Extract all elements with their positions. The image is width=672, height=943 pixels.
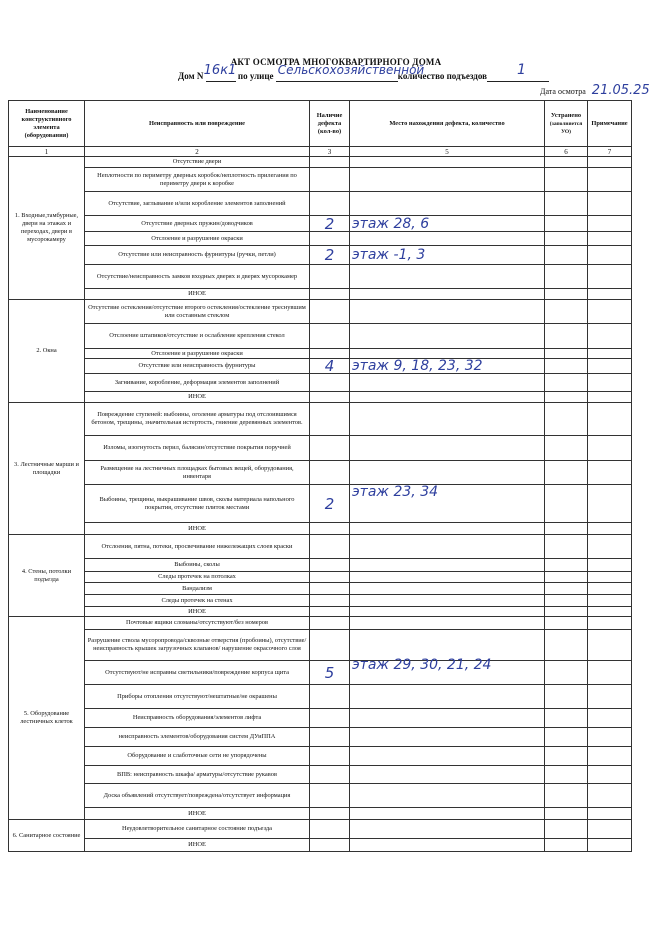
entrances-label: количество подъездов: [397, 71, 487, 81]
fixed-cell[interactable]: [545, 216, 588, 232]
defect-text: неисправность элементов/оборудования систем ДУиППА: [85, 728, 310, 747]
qty-cell[interactable]: [310, 349, 350, 359]
location-cell[interactable]: [350, 157, 545, 168]
table-row[interactable]: [9, 630, 632, 661]
qty-cell[interactable]: [310, 572, 350, 583]
location-cell[interactable]: [350, 403, 545, 436]
table-row[interactable]: [9, 289, 632, 300]
note-cell[interactable]: [588, 820, 632, 839]
note-cell[interactable]: [588, 607, 632, 617]
col-num-2: 2: [85, 147, 310, 157]
defect-text: Доска объявлений отсутствует/повреждена/отсутствует информация: [85, 784, 310, 808]
note-cell[interactable]: [588, 300, 632, 324]
location-cell[interactable]: [350, 192, 545, 216]
fixed-cell[interactable]: [545, 374, 588, 392]
note-cell[interactable]: [588, 157, 632, 168]
col-num-3: 3: [310, 147, 350, 157]
col-defect-header: Неисправность или повреждение: [85, 101, 310, 147]
defect-text: Разрушение ствола мусоропровода/сквозные отверстия (пробоины), отсутствие/неисправность крышек загрузочных клапанов/ нарушение окрасочного слоя: [85, 630, 310, 661]
street-field[interactable]: [276, 63, 425, 82]
document-title: АКТ ОСМОТРА МНОГОКВАРТИРНОГО ДОМА: [230, 57, 442, 67]
table-row[interactable]: [9, 583, 632, 595]
table-row[interactable]: [9, 157, 632, 168]
note-cell[interactable]: [588, 559, 632, 572]
col-location-header: Место нахождения дефекта, количество: [350, 101, 545, 147]
defect-text: Размещение на лестничных площадках бытовых вещей, оборудования, инвентаря: [85, 461, 310, 485]
defect-text: Отсутствие двери: [85, 157, 310, 168]
table-row[interactable]: [9, 839, 632, 852]
defect-text: Неплотности по периметру дверных коробок/неплотность прилегания по периметру двери к коробке: [85, 168, 310, 192]
location-cell[interactable]: этаж 28, 6: [350, 216, 545, 232]
note-cell[interactable]: [588, 839, 632, 852]
note-cell[interactable]: [588, 728, 632, 747]
qty-cell[interactable]: [310, 461, 350, 485]
note-cell[interactable]: [588, 535, 632, 559]
table-row[interactable]: [9, 808, 632, 820]
fixed-cell[interactable]: [545, 617, 588, 630]
defect-text: Выбоины, трещины, выкрашивание швов, сколы материала напольного покрытия, отсутствие плиток местами: [85, 485, 310, 523]
location-cell[interactable]: [350, 709, 545, 728]
location-cell[interactable]: [350, 766, 545, 784]
table-row[interactable]: [9, 349, 632, 359]
fixed-cell[interactable]: [545, 246, 588, 265]
fixed-cell[interactable]: [545, 583, 588, 595]
house-number-field[interactable]: [203, 63, 237, 82]
fixed-cell[interactable]: [545, 685, 588, 709]
location-cell[interactable]: [350, 808, 545, 820]
fixed-cell[interactable]: [545, 747, 588, 766]
defect-text: Неудовлетворительное санитарное состояние подъезда: [85, 820, 310, 839]
location-cell[interactable]: этаж 23, 34: [350, 485, 545, 523]
qty-cell[interactable]: [310, 607, 350, 617]
location-cell[interactable]: [350, 595, 545, 607]
qty-cell[interactable]: [310, 324, 350, 349]
note-cell[interactable]: [588, 766, 632, 784]
defect-text: Следы протечек на потолках: [85, 572, 310, 583]
note-cell[interactable]: [588, 436, 632, 461]
table-row[interactable]: [9, 661, 632, 685]
location-cell[interactable]: [350, 168, 545, 192]
note-cell[interactable]: [588, 747, 632, 766]
fixed-cell[interactable]: [545, 168, 588, 192]
note-cell[interactable]: [588, 808, 632, 820]
fixed-cell[interactable]: [545, 403, 588, 436]
table-row[interactable]: [9, 265, 632, 289]
location-cell[interactable]: этаж 29, 30, 21, 24: [350, 661, 545, 685]
qty-cell[interactable]: [310, 403, 350, 436]
qty-cell[interactable]: [310, 265, 350, 289]
location-cell[interactable]: [350, 685, 545, 709]
location-cell[interactable]: [350, 392, 545, 403]
location-cell[interactable]: [350, 324, 545, 349]
location-cell[interactable]: [350, 265, 545, 289]
fixed-cell[interactable]: [545, 265, 588, 289]
fixed-cell[interactable]: [545, 300, 588, 324]
fixed-cell[interactable]: [545, 784, 588, 808]
house-label: Дом N: [178, 71, 204, 81]
defect-text: Загнивание, коробление, деформация элементов заполнений: [85, 374, 310, 392]
note-cell[interactable]: [588, 289, 632, 300]
entrances-field[interactable]: [487, 62, 549, 82]
note-cell[interactable]: [588, 784, 632, 808]
qty-cell[interactable]: [310, 392, 350, 403]
section-5-name: 5. Оборудование лестничных клеток: [9, 617, 85, 820]
note-cell[interactable]: [588, 349, 632, 359]
location-cell[interactable]: [350, 728, 545, 747]
defect-text: ИНОЕ: [85, 392, 310, 403]
fixed-cell[interactable]: [545, 461, 588, 485]
fixed-cell[interactable]: [545, 630, 588, 661]
qty-cell[interactable]: [310, 808, 350, 820]
location-cell[interactable]: [350, 436, 545, 461]
table-row[interactable]: [9, 709, 632, 728]
defect-text: Отслоение и разрушение окраски: [85, 232, 310, 246]
fixed-cell[interactable]: [545, 709, 588, 728]
note-cell[interactable]: [588, 583, 632, 595]
qty-cell[interactable]: [310, 766, 350, 784]
table-row[interactable]: [9, 216, 632, 232]
street-label: по улице: [237, 71, 274, 81]
location-cell[interactable]: [350, 607, 545, 617]
location-cell[interactable]: [350, 784, 545, 808]
fixed-cell[interactable]: [545, 839, 588, 852]
col-num-1: 1: [9, 147, 85, 157]
fixed-cell[interactable]: [545, 595, 588, 607]
table-row[interactable]: [9, 246, 632, 265]
col-num-5: 5: [350, 147, 545, 157]
qty-cell[interactable]: [310, 685, 350, 709]
note-cell[interactable]: [588, 461, 632, 485]
inspection-table: [8, 100, 632, 852]
table-row[interactable]: [9, 572, 632, 583]
fixed-cell[interactable]: [545, 820, 588, 839]
fixed-cell[interactable]: [545, 436, 588, 461]
defect-text: ИНОЕ: [85, 523, 310, 535]
table-row[interactable]: [9, 168, 632, 192]
note-cell[interactable]: [588, 485, 632, 523]
qty-cell[interactable]: [310, 559, 350, 572]
table-row[interactable]: [9, 820, 632, 839]
defect-text: Неисправность оборудования/элементов лифта: [85, 709, 310, 728]
defect-text: Отсутствие/неисправность замков входных дверях и дверях мусорокамер: [85, 265, 310, 289]
location-cell[interactable]: [350, 839, 545, 852]
location-cell[interactable]: [350, 300, 545, 324]
fixed-cell[interactable]: [545, 559, 588, 572]
qty-cell[interactable]: [310, 523, 350, 535]
note-cell[interactable]: [588, 617, 632, 630]
table-header-row: [9, 101, 632, 147]
note-cell[interactable]: [588, 374, 632, 392]
defect-text: Отслоение и разрушение окраски: [85, 349, 310, 359]
qty-cell[interactable]: [310, 192, 350, 216]
qty-cell[interactable]: [310, 535, 350, 559]
qty-cell[interactable]: [310, 630, 350, 661]
location-cell[interactable]: [350, 583, 545, 595]
location-cell[interactable]: [350, 572, 545, 583]
fixed-cell[interactable]: [545, 728, 588, 747]
qty-cell[interactable]: [310, 728, 350, 747]
section-3-name: 3. Лестничные марши и площадки: [9, 403, 85, 535]
note-cell[interactable]: [588, 265, 632, 289]
date-label: Дата осмотра: [540, 87, 586, 96]
note-cell[interactable]: [588, 403, 632, 436]
note-cell[interactable]: [588, 216, 632, 232]
fixed-cell[interactable]: [545, 535, 588, 559]
fixed-cell[interactable]: [545, 324, 588, 349]
column-number-row: [9, 147, 632, 157]
fixed-cell[interactable]: [545, 359, 588, 374]
table-row[interactable]: [9, 747, 632, 766]
table-row[interactable]: [9, 766, 632, 784]
location-cell[interactable]: этаж -1, 3: [350, 246, 545, 265]
location-cell[interactable]: [350, 559, 545, 572]
note-cell[interactable]: [588, 192, 632, 216]
defect-text: Выбоины, сколы: [85, 559, 310, 572]
note-cell[interactable]: [588, 392, 632, 403]
fixed-cell[interactable]: [545, 808, 588, 820]
defect-text: Отсутствие, заглывание и/или коробление элементов заполнений: [85, 192, 310, 216]
street-value: Сельскохозяйственной: [277, 63, 425, 77]
location-cell[interactable]: [350, 523, 545, 535]
location-cell[interactable]: [350, 232, 545, 246]
defect-text: Вандализм: [85, 583, 310, 595]
fixed-cell[interactable]: [545, 572, 588, 583]
fixed-cell[interactable]: [545, 232, 588, 246]
document-header: [0, 0, 672, 110]
qty-cell[interactable]: [310, 839, 350, 852]
section-6-name: 6. Санитарное состояние: [9, 820, 85, 852]
qty-cell[interactable]: [310, 583, 350, 595]
defect-text: Отслоение штапиков/отсутствие и ослабление крепления стекол: [85, 324, 310, 349]
location-cell[interactable]: [350, 747, 545, 766]
defect-text: Отсутствие или неисправность фурнитуры: [85, 359, 310, 374]
date-value[interactable]: 21.05.25: [591, 83, 650, 98]
fixed-cell[interactable]: [545, 192, 588, 216]
defect-text: Отсутствие или неисправность фурнитуры (ручки, петли): [85, 246, 310, 265]
table-row[interactable]: [9, 300, 632, 324]
entrances-value: 1: [517, 62, 526, 78]
table-row[interactable]: [9, 324, 632, 349]
qty-cell[interactable]: [310, 747, 350, 766]
col-note-header: Примечание: [588, 101, 632, 147]
note-cell[interactable]: [588, 246, 632, 265]
section-2-name: 2. Окна: [9, 300, 85, 403]
table-row[interactable]: [9, 685, 632, 709]
location-cell[interactable]: [350, 374, 545, 392]
fixed-cell[interactable]: [545, 485, 588, 523]
location-cell[interactable]: [350, 820, 545, 839]
note-cell[interactable]: [588, 685, 632, 709]
qty-cell[interactable]: 5: [310, 661, 350, 685]
location-cell[interactable]: [350, 289, 545, 300]
table-row[interactable]: [9, 485, 632, 523]
table-row[interactable]: [9, 232, 632, 246]
fixed-cell[interactable]: [545, 289, 588, 300]
defect-text: Изломы, изогнутость перил, балясин/отсутствие покрытия поручней: [85, 436, 310, 461]
table-row[interactable]: [9, 461, 632, 485]
note-cell[interactable]: [588, 324, 632, 349]
col-num-7: 7: [588, 147, 632, 157]
qty-cell[interactable]: 2: [310, 216, 350, 232]
fixed-cell[interactable]: [545, 607, 588, 617]
defect-text: ИНОЕ: [85, 808, 310, 820]
defect-text: ВПВ: неисправность шкафа/ арматуры/отсутствие рукавов: [85, 766, 310, 784]
qty-cell[interactable]: [310, 784, 350, 808]
inspection-date: [540, 83, 650, 98]
table-row[interactable]: [9, 192, 632, 216]
col-qty-header: Наличие дефекта (кол-во): [310, 101, 350, 147]
qty-cell[interactable]: 4: [310, 359, 350, 374]
section-1-name: 1. Входные,тамбурные, двери на этажах и переходах, двери в мусорокамеру: [9, 157, 85, 300]
defect-text: Повреждение ступеней: выбоины, оголение арматуры под отслоившимся бетоном, трещины, значительная истертость, гниение деревянных элементов.: [85, 403, 310, 436]
location-cell[interactable]: этаж 9, 18, 23, 32: [350, 359, 545, 374]
table-row[interactable]: [9, 403, 632, 436]
defect-text: Отсутствуют/не исправны светильники/повреждение корпуса щита: [85, 661, 310, 685]
note-cell[interactable]: [588, 595, 632, 607]
defect-text: Приборы отопления отсутствуют/нештатные/не окрашены: [85, 685, 310, 709]
col-fixed-header: Устранено (заполняется УО): [545, 101, 588, 147]
qty-cell[interactable]: [310, 436, 350, 461]
table-row[interactable]: [9, 359, 632, 374]
qty-cell[interactable]: 2: [310, 246, 350, 265]
note-cell[interactable]: [588, 630, 632, 661]
section-4-name: 4. Стены, потолки подъезда: [9, 535, 85, 617]
defect-text: ИНОЕ: [85, 839, 310, 852]
note-cell[interactable]: [588, 168, 632, 192]
note-cell[interactable]: [588, 232, 632, 246]
qty-cell[interactable]: [310, 232, 350, 246]
qty-cell[interactable]: [310, 595, 350, 607]
fixed-cell[interactable]: [545, 523, 588, 535]
defect-text: Отсутствие дверных пружин/доводчиков: [85, 216, 310, 232]
fixed-cell[interactable]: [545, 157, 588, 168]
fixed-cell[interactable]: [545, 349, 588, 359]
table-row[interactable]: [9, 535, 632, 559]
table-row[interactable]: [9, 523, 632, 535]
qty-cell[interactable]: [310, 300, 350, 324]
qty-cell[interactable]: [310, 157, 350, 168]
defect-text: Почтовые ящики сломаны/отсутствуют/без номеров: [85, 617, 310, 630]
location-cell[interactable]: [350, 461, 545, 485]
table-row[interactable]: [9, 436, 632, 461]
defect-text: Отслоения, пятна, потеки, просвечивание нижележащих слоев краски: [85, 535, 310, 559]
table-row[interactable]: [9, 607, 632, 617]
qty-cell[interactable]: [310, 289, 350, 300]
fixed-cell[interactable]: [545, 392, 588, 403]
note-cell[interactable]: [588, 523, 632, 535]
defect-text: ИНОЕ: [85, 289, 310, 300]
table-row[interactable]: [9, 784, 632, 808]
note-cell[interactable]: [588, 661, 632, 685]
qty-cell[interactable]: [310, 168, 350, 192]
location-cell[interactable]: [350, 349, 545, 359]
qty-cell[interactable]: [310, 374, 350, 392]
note-cell[interactable]: [588, 572, 632, 583]
location-cell[interactable]: [350, 617, 545, 630]
qty-cell[interactable]: [310, 820, 350, 839]
qty-cell[interactable]: [310, 709, 350, 728]
table-row[interactable]: [9, 617, 632, 630]
qty-cell[interactable]: [310, 617, 350, 630]
col-element-header: Наименование конструктивного элемента (оборудования): [9, 101, 85, 147]
defect-text: ИНОЕ: [85, 607, 310, 617]
col-num-6: 6: [545, 147, 588, 157]
location-cell[interactable]: [350, 535, 545, 559]
table-row[interactable]: [9, 559, 632, 572]
fixed-cell[interactable]: [545, 661, 588, 685]
table-row[interactable]: [9, 595, 632, 607]
defect-text: Отсутствие остекления/отсутствие второго остекления/остекление треснувшим или составным стеклом: [85, 300, 310, 324]
table-row[interactable]: [9, 374, 632, 392]
house-number-value: 16к1: [203, 63, 237, 78]
defect-text: Оборудование и слаботочные сети не упорядочены: [85, 747, 310, 766]
table-row[interactable]: [9, 728, 632, 747]
location-cell[interactable]: [350, 630, 545, 661]
table-row[interactable]: [9, 392, 632, 403]
fixed-cell[interactable]: [545, 766, 588, 784]
defect-text: Следы протечек на стенах: [85, 595, 310, 607]
qty-cell[interactable]: 2: [310, 485, 350, 523]
note-cell[interactable]: [588, 709, 632, 728]
note-cell[interactable]: [588, 359, 632, 374]
